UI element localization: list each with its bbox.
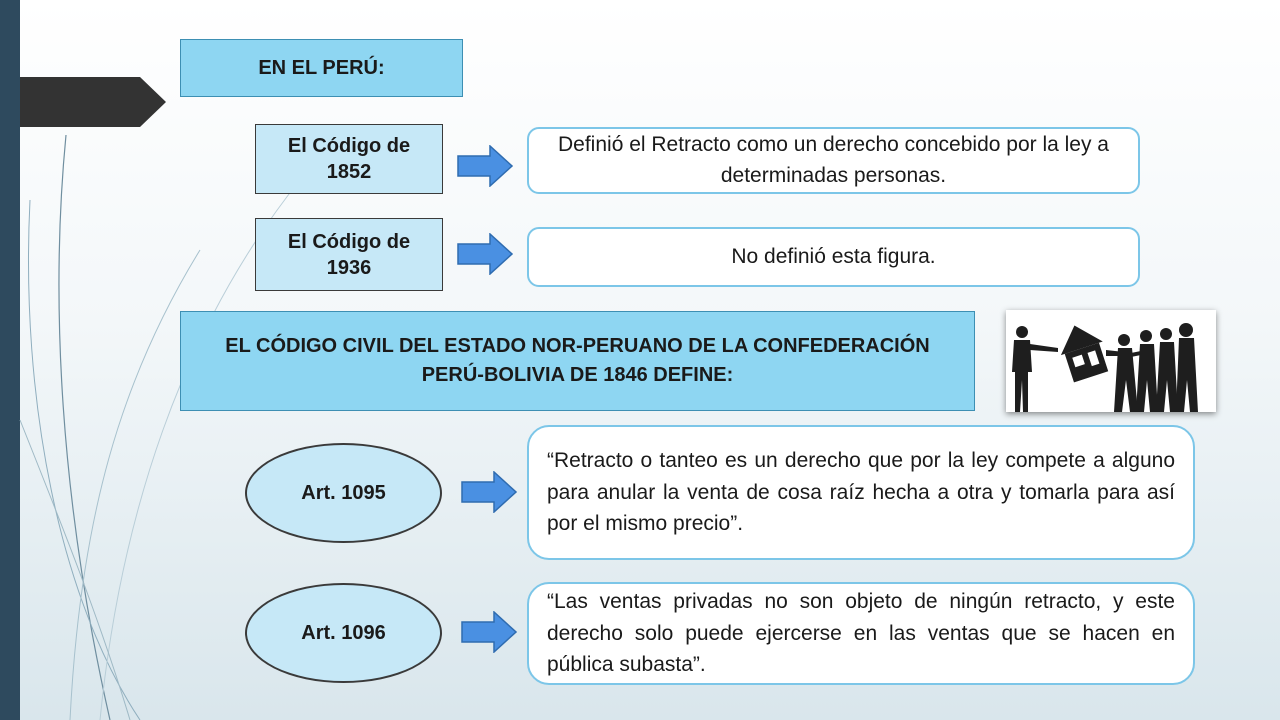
article-1095-quote: “Retracto o tanteo es un derecho que por la ley compete a alguno para anular la venta de cosa raíz hecha a otra y tomarla para así por el mismo precio”. <box>547 449 1175 536</box>
arrow-right-icon <box>457 233 513 275</box>
article-1096-text <box>527 582 1195 685</box>
code-1936-label: El Código de 1936 <box>255 218 443 291</box>
code-1936-description: No definió esta figura. <box>527 227 1140 287</box>
page-title: EN EL PERÚ: <box>180 39 463 97</box>
code-1852-label: El Código de 1852 <box>255 124 443 194</box>
section-heading: EL CÓDIGO CIVIL DEL ESTADO NOR-PERUANO DE LA CONFEDERACIÓN PERÚ-BOLIVIA DE 1846 DEFINE: <box>180 311 975 411</box>
arrow-right-icon <box>457 145 513 187</box>
article-1095-text <box>527 425 1195 560</box>
article-1095-label: Art. 1095 <box>245 443 442 543</box>
arrow-right-icon <box>461 471 517 513</box>
article-1096-quote: “Las ventas privadas no son objeto de ningún retracto, y este derecho solo puede ejercerse en las ventas que se hacen en pública subasta”. <box>547 590 1175 677</box>
left-sidebar-bar <box>0 0 20 720</box>
slide-tab-decoration <box>20 77 166 127</box>
code-1852-description: Definió el Retracto como un derecho concebido por la ley a determinadas personas. <box>527 127 1140 194</box>
arrow-right-icon <box>461 611 517 653</box>
people-pulling-house-icon <box>1006 310 1216 412</box>
article-1096-label: Art. 1096 <box>245 583 442 683</box>
